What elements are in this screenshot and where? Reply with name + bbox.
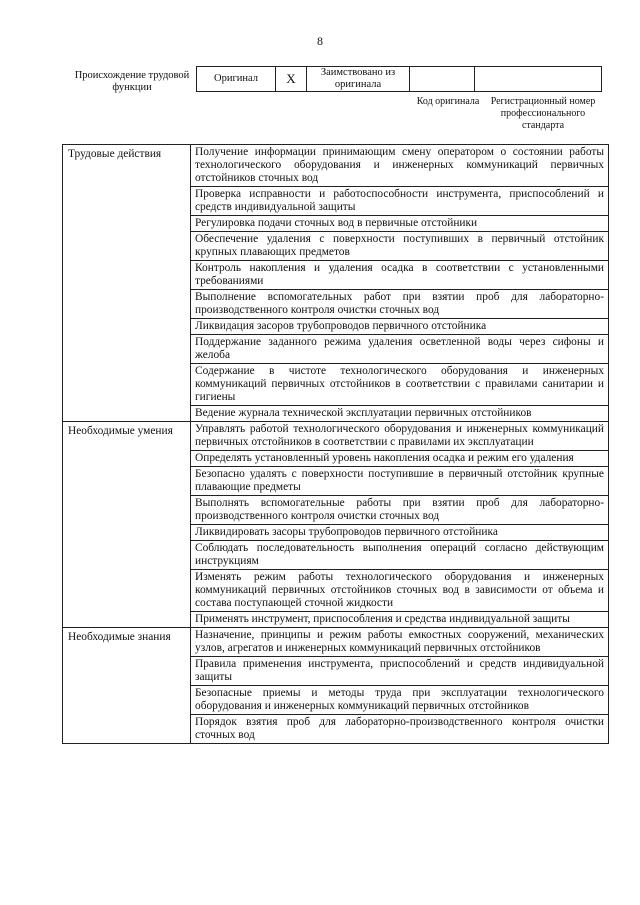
reg-number-cell bbox=[475, 67, 602, 92]
section-item: Поддержание заданного режима удаления осветленной воды через сифоны и желоба bbox=[191, 335, 609, 364]
function-table bbox=[62, 144, 609, 744]
section-item: Изменять режим работы технологического оборудования и инженерных коммуникаций первичных отстойников сточных вод в зависимости от объема и состава поступающей сточной жидкости bbox=[191, 570, 609, 612]
origin-table bbox=[196, 66, 602, 92]
table-row bbox=[63, 145, 609, 187]
section-item: Применять инструмент, приспособления и средства индивидуальной защиты bbox=[191, 612, 609, 628]
reg-number-caption: Регистрационный номер профессионального стандарта bbox=[490, 96, 596, 131]
section-item: Управлять работой технологического оборудования и инженерных коммуникаций первичных отстойников в соответствии с правилами их эксплуатации bbox=[191, 422, 609, 451]
original-cell: Оригинал bbox=[197, 67, 276, 92]
section-item: Определять установленный уровень накопления осадка и режим его удаления bbox=[191, 451, 609, 467]
original-mark: X bbox=[276, 67, 307, 92]
section-item: Выполнять вспомогательные работы при взятии проб для лабораторно-производственного контроля очистки сточных вод bbox=[191, 496, 609, 525]
code-cell bbox=[410, 67, 475, 92]
section-item: Ведение журнала технической эксплуатации первичных отстойников bbox=[191, 406, 609, 422]
table-row bbox=[63, 422, 609, 451]
section-item: Назначение, принципы и режим работы емкостных сооружений, механических узлов, агрегатов и инженерных коммуникаций первичных отстойников bbox=[191, 628, 609, 657]
section-item: Содержание в чистоте технологического оборудования и инженерных коммуникаций первичных отстойников в соответствии с правилами санитарии и гигиены bbox=[191, 364, 609, 406]
code-caption: Код оригинала bbox=[416, 96, 480, 107]
section-title-labor-actions: Трудовые действия bbox=[63, 145, 191, 422]
section-item: Проверка исправности и работоспособности инструмента, приспособлений и средств индивидуальной защиты bbox=[191, 187, 609, 216]
section-item: Ликвидация засоров трубопроводов первичного отстойника bbox=[191, 319, 609, 335]
table-row bbox=[63, 628, 609, 657]
borrowed-cell: Заимствовано из оригинала bbox=[307, 67, 410, 92]
section-item: Правила применения инструмента, приспособлений и средств индивидуальной защиты bbox=[191, 657, 609, 686]
section-item: Безопасно удалять с поверхности поступившие в первичный отстойник крупные плавающие предметы bbox=[191, 467, 609, 496]
section-item: Контроль накопления и удаления осадка в соответствии с установленными требованиями bbox=[191, 261, 609, 290]
section-item: Безопасные приемы и методы труда при эксплуатации технологического оборудования и инженерных коммуникаций первичных отстойников bbox=[191, 686, 609, 715]
section-item: Получение информации принимающим смену оператором о состоянии работы технологического оборудования и инженерных коммуникаций первичных отстойников сточных вод bbox=[191, 145, 609, 187]
section-item: Ликвидировать засоры трубопроводов первичного отстойника bbox=[191, 525, 609, 541]
section-item: Порядок взятия проб для лабораторно-производственного контроля очистки сточных вод bbox=[191, 715, 609, 744]
section-item: Обеспечение удаления с поверхности поступивших в первичный отстойник крупных плавающих предметов bbox=[191, 232, 609, 261]
origin-label: Происхождение трудовой функции bbox=[74, 70, 190, 93]
section-title-required-knowledge: Необходимые знания bbox=[63, 628, 191, 744]
section-item: Соблюдать последовательность выполнения операций согласно действующим инструкциям bbox=[191, 541, 609, 570]
section-title-required-skills: Необходимые умения bbox=[63, 422, 191, 628]
section-item: Регулировка подачи сточных вод в первичные отстойники bbox=[191, 216, 609, 232]
section-item: Выполнение вспомогательных работ при взятии проб для лабораторно-производственного контроля очистки сточных вод bbox=[191, 290, 609, 319]
page-number: 8 bbox=[317, 34, 323, 48]
